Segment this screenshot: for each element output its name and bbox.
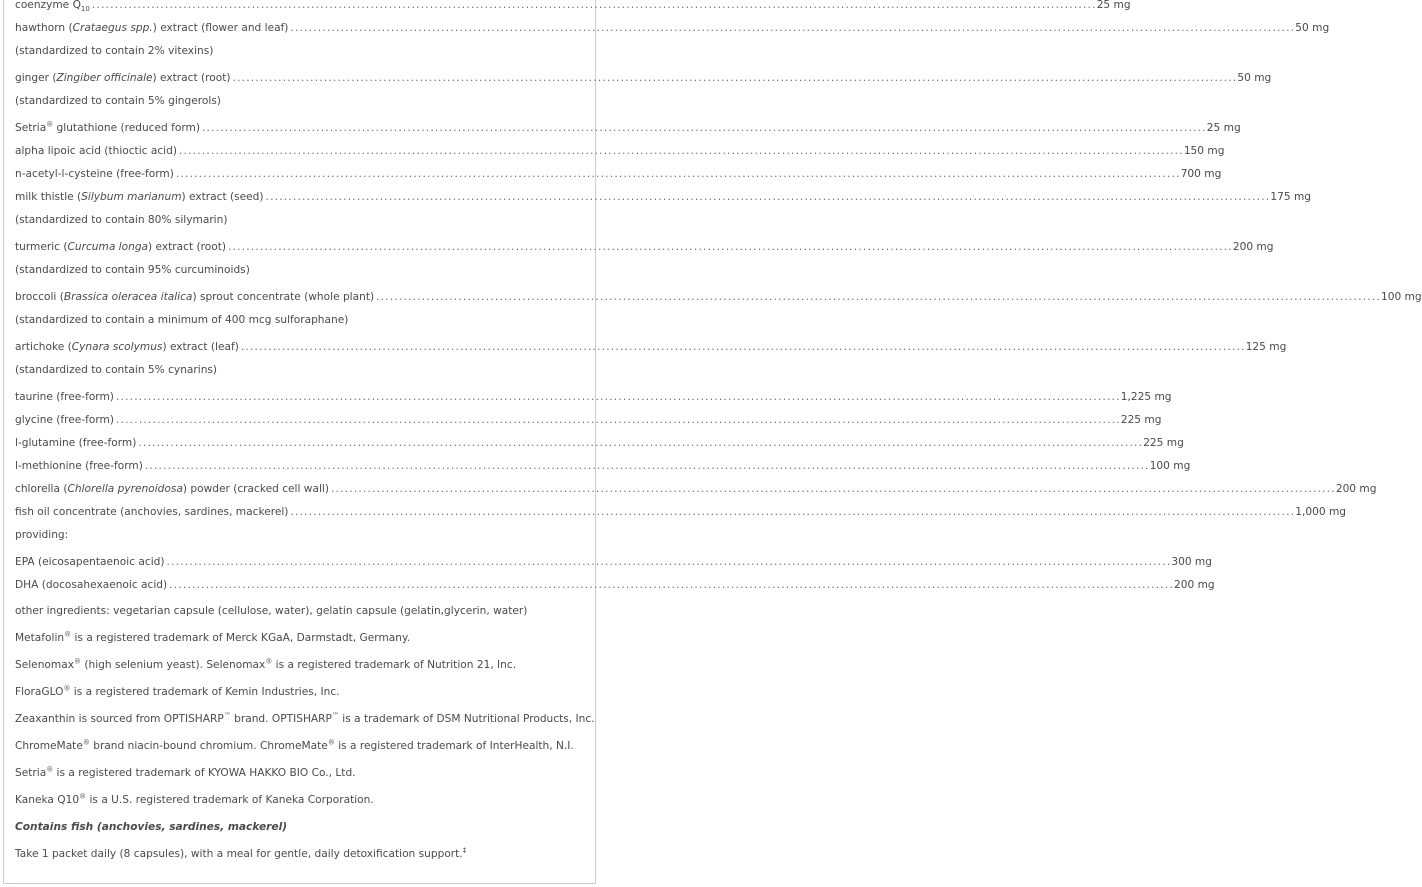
- ingredient-name: [15, 69, 231, 87]
- text-line: [15, 791, 590, 809]
- text-segment: is a registered trademark of Merck KGaA, Darmstadt, Germany.: [71, 632, 411, 644]
- leader-dots: ............................................................................................................................................................................................................................: [376, 291, 1381, 303]
- ingredient-row: [15, 480, 1377, 498]
- ingredient-row: [15, 576, 1215, 594]
- leader-dots: ............................................................................................................................................................................................................................: [169, 579, 1175, 591]
- text-segment: ) extract (leaf): [162, 341, 239, 353]
- text-segment: ) extract (flower and leaf): [152, 22, 289, 34]
- text-segment: Metafolin: [15, 632, 65, 644]
- ingredient-amount: 300 mg: [1171, 556, 1212, 568]
- leader-dots: ............................................................................................................................................................................................................................: [290, 506, 1296, 518]
- text-segment: taurine (free-form): [15, 391, 114, 403]
- ingredient-row: [15, 288, 1422, 306]
- text-segment: chlorella (: [15, 483, 68, 495]
- text-segment: (standardized to contain 5% cynarins): [15, 364, 218, 376]
- text-segment: DHA (docosahexaenoic acid): [15, 579, 168, 591]
- trademark-symbol: ®: [63, 684, 71, 693]
- ingredient-amount: 225 mg: [1120, 414, 1162, 426]
- text-line: [15, 656, 590, 674]
- text-segment: ) extract (seed): [181, 191, 264, 203]
- text-segment: glycine (free-form): [15, 414, 114, 426]
- text-segment: is a U.S. registered trademark of Kaneka Corporation.: [86, 794, 374, 806]
- text-segment: Take 1 packet daily (8 capsules), with a meal for gentle, daily detoxification support.: [15, 848, 463, 860]
- text-segment: n-acetyl-l-cysteine (free-form): [15, 168, 174, 180]
- text-segment: FloraGLO: [15, 686, 64, 698]
- trademark-symbol: ®: [82, 738, 90, 747]
- ingredient-row: [15, 338, 1287, 356]
- ingredient-amount: 100 mg: [1149, 460, 1191, 472]
- leader-dots: ............................................................................................................................................................................................................................: [232, 72, 1238, 84]
- ingredient-row: [15, 119, 1241, 137]
- latin-name: Curcuma longa: [67, 241, 149, 253]
- ingredient-amount: 150 mg: [1183, 145, 1225, 157]
- latin-name: Brassica oleracea italica: [63, 291, 193, 303]
- text-segment: (standardized to contain 2% vitexins): [15, 45, 214, 57]
- ingredient-amount: 1,225 mg: [1120, 391, 1172, 403]
- text-segment: l-methionine (free-form): [15, 460, 143, 472]
- text-segment: milk thistle (: [15, 191, 82, 203]
- ingredient-name: [15, 142, 177, 160]
- text-segment: Setria: [15, 767, 47, 779]
- ingredient-name: [15, 434, 136, 452]
- text-segment: (standardized to contain 95% curcuminoids): [15, 264, 250, 276]
- text-segment: ) sprout concentrate (whole plant): [192, 291, 375, 303]
- ingredient-amount: 50 mg: [1237, 72, 1272, 84]
- ingredient-row: [15, 553, 1212, 571]
- text-segment: Zeaxanthin is sourced from OPTISHARP: [15, 713, 224, 725]
- text-line: [15, 710, 595, 728]
- text-segment: brand niacin-bound chromium. ChromeMate: [89, 740, 328, 752]
- trademark-symbol: ®: [73, 657, 81, 666]
- text-segment: is a registered trademark of Nutrition 21, Inc.: [272, 659, 517, 671]
- trademark-symbol: ®: [79, 792, 87, 801]
- ingredient-row: [15, 165, 1222, 183]
- ingredient-amount: 175 mg: [1270, 191, 1311, 203]
- ingredient-row: [15, 238, 1274, 256]
- leader-dots: ............................................................................................................................................................................................................................: [290, 22, 1296, 34]
- ingredient-amount: 200 mg: [1335, 483, 1377, 495]
- ingredient-name: [15, 288, 374, 306]
- ingredient-amount: 1,000 mg: [1295, 506, 1347, 518]
- text-segment: coenzyme Q: [15, 0, 81, 11]
- ingredient-name: [15, 238, 226, 256]
- text-line: [15, 42, 590, 60]
- leader-dots: ............................................................................................................................................................................................................................: [201, 122, 1207, 134]
- trademark-symbol: ®: [327, 738, 335, 747]
- text-segment: broccoli (: [15, 291, 64, 303]
- ingredient-row: [15, 19, 1330, 37]
- text-line: [15, 211, 590, 229]
- ingredient-row: [15, 411, 1162, 429]
- leader-dots: ............................................................................................................................................................................................................................: [265, 191, 1271, 203]
- text-segment: ) extract (root): [152, 72, 231, 84]
- ingredient-amount: 25 mg: [1206, 122, 1241, 134]
- text-segment: (high selenium yeast). Selenomax: [80, 659, 266, 671]
- text-segment: brand. OPTISHARP: [230, 713, 332, 725]
- text-line: [15, 526, 590, 544]
- allergen-warning: [15, 818, 590, 836]
- ingredient-row: [15, 457, 1191, 475]
- latin-name: Zingiber officinale: [56, 72, 153, 84]
- text-segment: fish oil concentrate (anchovies, sardines, mackerel): [15, 506, 289, 518]
- text-segment: providing:: [15, 529, 69, 541]
- ingredient-row: [15, 388, 1172, 406]
- text-line: [15, 602, 590, 620]
- latin-name: Chlorella pyrenoidosa: [67, 483, 183, 495]
- text-segment: is a registered trademark of Kemin Industries, Inc.: [70, 686, 340, 698]
- text-segment: is a trademark of DSM Nutritional Products, Inc.: [338, 713, 595, 725]
- ingredient-amount: 25 mg: [1096, 0, 1131, 11]
- text-segment: turmeric (: [15, 241, 68, 253]
- latin-name: Crataegus spp.: [72, 22, 153, 34]
- text-line: [15, 737, 590, 755]
- text-segment: (standardized to contain 80% silymarin): [15, 214, 228, 226]
- trademark-symbol: ®: [265, 657, 273, 666]
- ingredient-name: [15, 553, 165, 571]
- text-segment: other ingredients: vegetarian capsule (cellulose, water), gelatin capsule (gelatin,glycerin, water): [15, 605, 528, 617]
- trademark-symbol: ®: [64, 630, 72, 639]
- leader-dots: ............................................................................................................................................................................................................................: [178, 145, 1184, 157]
- ingredient-name: [15, 0, 90, 14]
- text-segment: l-glutamine (free-form): [15, 437, 137, 449]
- ingredient-row: [15, 0, 1131, 14]
- ingredient-name: [15, 188, 264, 206]
- leader-dots: ............................................................................................................................................................................................................................: [91, 0, 1097, 11]
- leader-dots: ............................................................................................................................................................................................................................: [240, 341, 1246, 353]
- leader-dots: ............................................................................................................................................................................................................................: [138, 437, 1144, 449]
- leader-dots: ............................................................................................................................................................................................................................: [166, 556, 1172, 568]
- ingredient-name: [15, 576, 167, 594]
- text-line: [15, 629, 590, 647]
- leader-dots: ............................................................................................................................................................................................................................: [330, 483, 1336, 495]
- ingredient-name: [15, 411, 114, 429]
- latin-name: Silybum marianum: [81, 191, 182, 203]
- text-segment: glutathione (reduced form): [53, 122, 200, 134]
- ingredient-name: [15, 457, 143, 475]
- text-segment: alpha lipoic acid (thioctic acid): [15, 145, 177, 157]
- text-segment: EPA (eicosapentaenoic acid): [15, 556, 165, 568]
- trademark-symbol: ®: [46, 120, 54, 129]
- ingredient-name: [15, 388, 114, 406]
- ingredient-row: [15, 69, 1272, 87]
- ingredient-row: [15, 142, 1225, 160]
- text-segment: ginger (: [15, 72, 57, 84]
- leader-dots: ............................................................................................................................................................................................................................: [115, 414, 1121, 426]
- text-line: [15, 361, 590, 379]
- text-segment: is a registered trademark of InterHealth, N.I.: [334, 740, 574, 752]
- text-segment: Contains fish (anchovies, sardines, mackerel): [15, 821, 288, 833]
- text-segment: hawthorn (: [15, 22, 73, 34]
- text-segment: artichoke (: [15, 341, 72, 353]
- text-line: [15, 261, 590, 279]
- text-segment: ) extract (root): [148, 241, 226, 253]
- ingredient-amount: 225 mg: [1143, 437, 1184, 449]
- text-line: [15, 845, 590, 863]
- leader-dots: ............................................................................................................................................................................................................................: [115, 391, 1121, 403]
- leader-dots: ............................................................................................................................................................................................................................: [228, 241, 1233, 253]
- latin-name: Cynara scolymus: [71, 341, 163, 353]
- ingredient-amount: 100 mg: [1380, 291, 1422, 303]
- text-line: [15, 92, 590, 110]
- trademark-symbol: ‡: [462, 846, 467, 855]
- text-segment: Setria: [15, 122, 47, 134]
- ingredient-name: [15, 480, 329, 498]
- text-segment: Selenomax: [15, 659, 74, 671]
- text-segment: is a registered trademark of KYOWA HAKKO BIO Co., Ltd.: [53, 767, 356, 779]
- ingredient-amount: 50 mg: [1295, 22, 1330, 34]
- ingredient-amount: 200 mg: [1174, 579, 1215, 591]
- ingredient-amount: 125 mg: [1245, 341, 1287, 353]
- trademark-symbol: ®: [46, 765, 54, 774]
- trademark-symbol: ™: [223, 711, 231, 720]
- ingredient-name: [15, 119, 200, 137]
- ingredient-row: [15, 188, 1311, 206]
- trademark-symbol: ™: [331, 711, 339, 720]
- ingredient-name: [15, 19, 288, 37]
- ingredient-row: [15, 503, 1347, 521]
- ingredient-row: [15, 434, 1184, 452]
- ingredient-name: [15, 338, 239, 356]
- ingredient-name: [15, 165, 174, 183]
- text-segment: (standardized to contain a minimum of 400 mcg sulforaphane): [15, 314, 349, 326]
- leader-dots: ............................................................................................................................................................................................................................: [175, 168, 1181, 180]
- text-line: [15, 311, 590, 329]
- text-segment: ChromeMate: [15, 740, 83, 752]
- text-segment: (standardized to contain 5% gingerols): [15, 95, 221, 107]
- text-segment: ) powder (cracked cell wall): [182, 483, 329, 495]
- ingredient-amount: 700 mg: [1180, 168, 1222, 180]
- ingredient-name: [15, 503, 288, 521]
- subscript-text: 10: [80, 5, 90, 14]
- leader-dots: ............................................................................................................................................................................................................................: [144, 460, 1150, 472]
- text-segment: Kaneka Q10: [15, 794, 80, 806]
- text-line: [15, 683, 590, 701]
- ingredient-amount: 200 mg: [1232, 241, 1274, 253]
- text-line: [15, 764, 590, 782]
